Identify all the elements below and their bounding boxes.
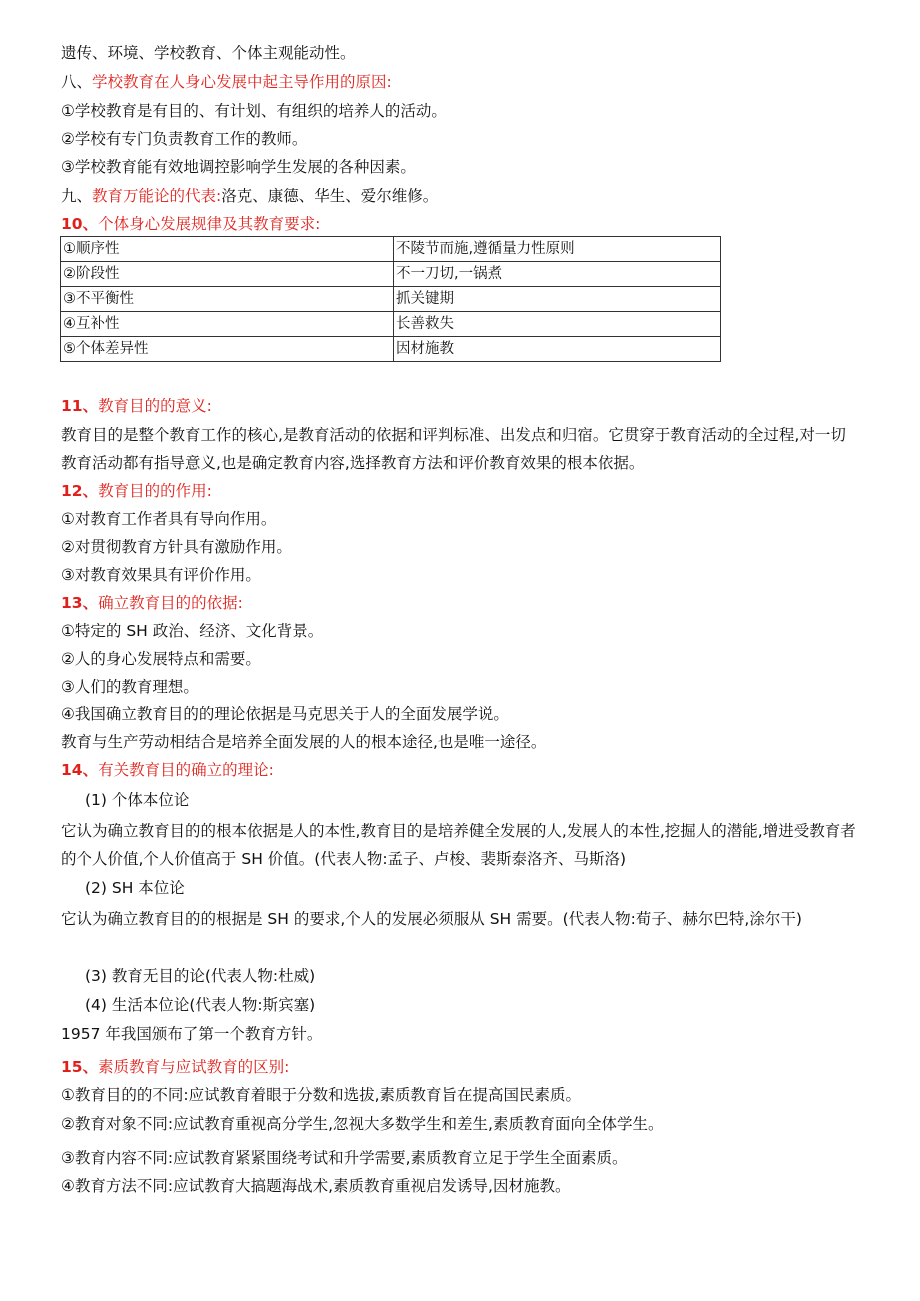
table-cell: ⑤个体差异性 xyxy=(61,337,394,362)
list-item: ③人们的教育理想。 xyxy=(61,678,199,696)
list-item: ①教育目的的不同:应试教育着眼于分数和选拔,素质教育旨在提高国民素质。 xyxy=(61,1086,582,1104)
table-row xyxy=(61,312,721,337)
section-15-heading: 15、素质教育与应试教育的区别: xyxy=(61,1058,290,1076)
table-row xyxy=(61,287,721,312)
subheading: (1) 个体本位论 xyxy=(85,791,190,809)
list-item: ④教育方法不同:应试教育大搞题海战术,素质教育重视启发诱导,因材施教。 xyxy=(61,1177,571,1195)
section-11-heading: 11、教育目的的意义: xyxy=(61,397,212,415)
table-cell: 因材施教 xyxy=(394,337,721,362)
list-item: ①特定的 SH 政治、经济、文化背景。 xyxy=(61,622,324,640)
table-cell: 不陵节而施,遵循量力性原则 xyxy=(394,237,721,262)
section-14-heading: 14、有关教育目的确立的理论: xyxy=(61,761,274,779)
table-cell: ④互补性 xyxy=(61,312,394,337)
list-item: ①学校教育是有目的、有计划、有组织的培养人的活动。 xyxy=(61,102,447,120)
section-9-heading: 九、教育万能论的代表:洛克、康德、华生、爱尔维修。 xyxy=(61,187,439,205)
subheading: (2) SH 本位论 xyxy=(85,879,185,897)
list-item: ②教育对象不同:应试教育重视高分学生,忽视大多数学生和差生,素质教育面向全体学生。 xyxy=(61,1115,664,1133)
list-item: ②人的身心发展特点和需要。 xyxy=(61,650,261,668)
table-cell: ①顺序性 xyxy=(61,237,394,262)
list-item: ①对教育工作者具有导向作用。 xyxy=(61,510,277,528)
table-cell: 不一刀切,一锅煮 xyxy=(394,262,721,287)
table-cell: ③不平衡性 xyxy=(61,287,394,312)
subheading: (3) 教育无目的论(代表人物:杜威) xyxy=(85,967,316,985)
subheading: (4) 生活本位论(代表人物:斯宾塞) xyxy=(85,996,316,1014)
list-item: ③教育内容不同:应试教育紧紧围绕考试和升学需要,素质教育立足于学生全面素质。 xyxy=(61,1149,628,1167)
list-item: ④我国确立教育目的的理论依据是马克思关于人的全面发展学说。 xyxy=(61,705,509,723)
section-8-heading: 八、学校教育在人身心发展中起主导作用的原因: xyxy=(61,73,392,91)
list-item: ②学校有专门负责教育工作的教师。 xyxy=(61,130,308,148)
paragraph: 教育目的是整个教育工作的核心,是教育活动的依据和评判标准、出发点和归宿。它贯穿于教育活动的全过程,对一切教育活动都有指导意义,也是确定教育内容,选择教育方法和评价教育效果的根本依据。 xyxy=(61,426,846,472)
development-rules-table xyxy=(60,236,721,362)
section-13-heading: 13、确立教育目的的依据: xyxy=(61,594,243,612)
table-cell: ②阶段性 xyxy=(61,262,394,287)
table-row xyxy=(61,337,721,362)
list-item: ③学校教育能有效地调控影响学生发展的各种因素。 xyxy=(61,158,416,176)
text-line: 教育与生产劳动相结合是培养全面发展的人的根本途径,也是唯一途径。 xyxy=(61,733,547,751)
table-cell: 长善救失 xyxy=(394,312,721,337)
text-line: 1957 年我国颁布了第一个教育方针。 xyxy=(61,1025,323,1043)
table-row xyxy=(61,237,721,262)
section-10-heading: 10、个体身心发展规律及其教育要求: xyxy=(61,215,321,233)
text-line: 遗传、环境、学校教育、个体主观能动性。 xyxy=(61,44,356,62)
section-12-heading: 12、教育目的的作用: xyxy=(61,482,212,500)
list-item: ③对教育效果具有评价作用。 xyxy=(61,566,261,584)
paragraph: 它认为确立教育目的的根本依据是人的本性,教育目的是培养健全发展的人,发展人的本性,挖掘人的潜能,增进受教育者的个人价值,个人价值高于 SH 价值。(代表人物:孟子、卢梭、裴斯泰洛齐、马斯洛) xyxy=(61,822,856,868)
paragraph: 它认为确立教育目的的根据是 SH 的要求,个人的发展必须服从 SH 需要。(代表人物:荀子、赫尔巴特,涂尔干) xyxy=(61,910,802,928)
table-cell: 抓关键期 xyxy=(394,287,721,312)
table-row xyxy=(61,262,721,287)
list-item: ②对贯彻教育方针具有激励作用。 xyxy=(61,538,292,556)
